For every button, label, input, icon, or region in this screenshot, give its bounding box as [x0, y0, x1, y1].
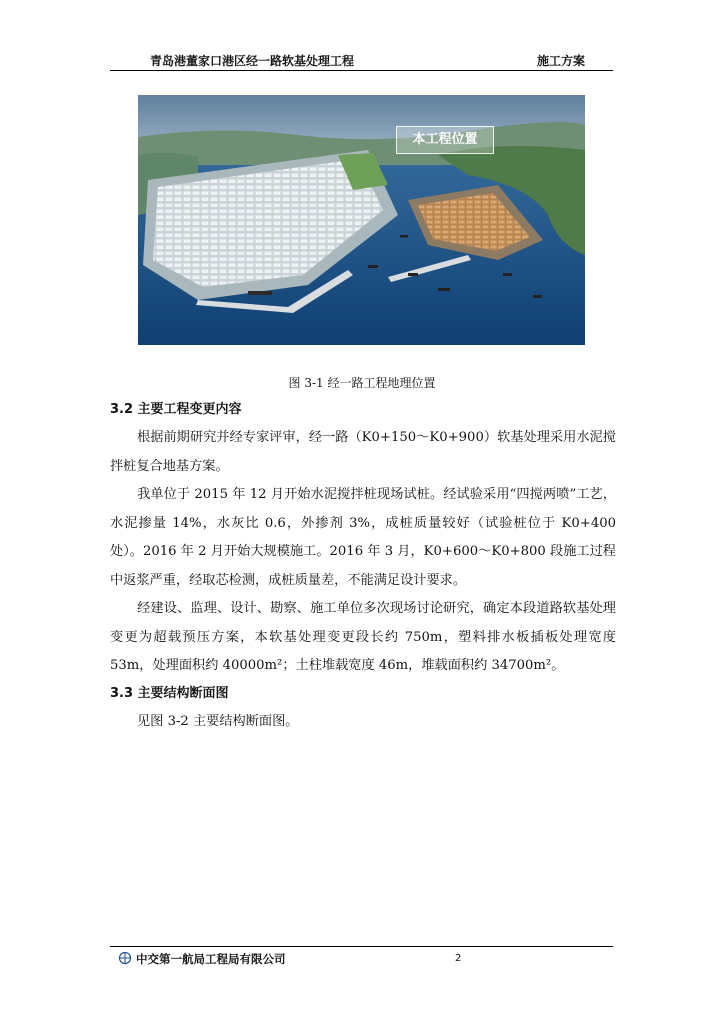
header-title: 青岛港董家口港区经一路软基处理工程	[150, 54, 355, 68]
section-heading: 3.2 主要工程变更内容	[110, 402, 242, 417]
aerial-port-illustration	[138, 95, 585, 345]
aerial-port-image	[138, 95, 585, 345]
project-location-label: 本工程位置	[396, 126, 494, 154]
company-logo-icon	[118, 950, 132, 969]
footer-rule	[110, 946, 613, 947]
header-rule	[110, 70, 613, 71]
header-doc-type: 施工方案	[537, 54, 586, 68]
figure-caption: 图 3-1 经一路工程地理位置	[288, 376, 436, 390]
body-paragraph: 经建设、监理、设计、勘察、施工单位多次现场讨论研究，确定本段道路软基处理变更为超载预压方案，本软基处理变更段长约 750m，塑料排水板插板处理宽度 53m，处理面积约 40000m²；土柱堆载宽度 46m，堆载面积约 34700m²。	[110, 601, 616, 674]
page-number: 2	[455, 953, 462, 964]
body-paragraph: 我单位于 2015 年 12 月开始水泥搅拌桩现场试桩。经试验采用“四搅两喷”工艺，水泥掺量 14%，水灰比 0.6，外掺剂 3%，成桩质量较好（试验桩位于 K0+400 处）。2016 年 2 月开始大规模施工。2016 年 3 月，K0+600～K0+800 段施工过程中返浆严重，经取芯检测，成桩质量差，不能满足设计要求。	[110, 487, 616, 588]
body-paragraph: 见图 3-2 主要结构断面图。	[137, 714, 299, 729]
body-paragraph: 根据前期研究并经专家评审，经一路（K0+150～K0+900）软基处理采用水泥搅拌桩复合地基方案。	[110, 430, 616, 474]
footer-company: 中交第一航局工程局有限公司	[136, 952, 286, 966]
section-heading: 3.3 主要结构断面图	[110, 686, 229, 701]
